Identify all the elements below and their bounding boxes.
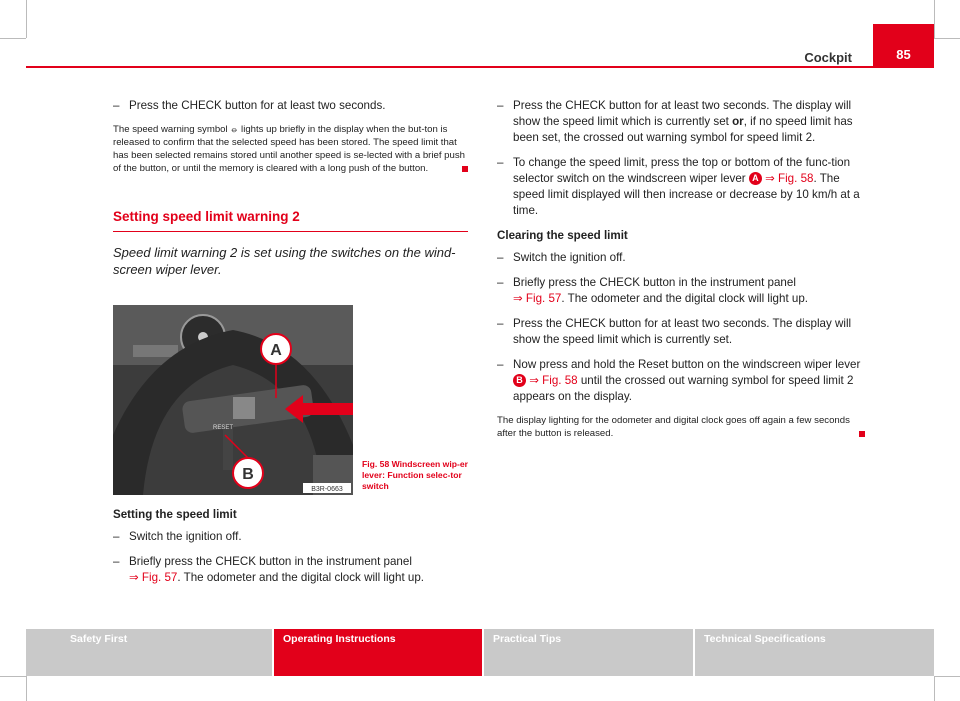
crop-mark (934, 676, 935, 701)
crop-mark (26, 0, 27, 38)
footer-tab-operating-instructions[interactable]: Operating Instructions (274, 629, 482, 676)
figure-ref-link[interactable]: ⇒ Fig. 58 (529, 374, 578, 387)
section-intro: Speed limit warning 2 is set using the switches on the wind-screen wiper lever. (113, 245, 456, 277)
step-item: – Switch the ignition off. (497, 251, 626, 264)
right-column (497, 98, 865, 449)
figure-ref-link[interactable]: ⇒ Fig. 57 (513, 292, 562, 305)
figure-label-b: B (242, 466, 254, 483)
footer-tab-technical-specifications[interactable]: Technical Specifications (695, 629, 934, 676)
wiper-lever-illustration (113, 305, 353, 495)
step-item: – Press the CHECK button for at least two seconds. The display will show the speed limit which is currently set. (497, 317, 852, 346)
page-title: Cockpit (804, 50, 852, 65)
end-mark-icon (859, 431, 865, 437)
left-lower (113, 507, 468, 595)
crop-mark (934, 676, 960, 677)
note-text: The display lighting for the odometer and digital clock goes off again a few seconds after the button is released. (497, 414, 865, 440)
figure-label-a: A (270, 342, 282, 359)
end-mark-icon (462, 166, 468, 172)
step-item: – Briefly press the CHECK button in the instrument panel ⇒ Fig. 57. The odometer and the digital clock will light up. (113, 555, 425, 584)
page-number-box (873, 24, 934, 66)
figure-caption: Fig. 58 Windscreen wip-er lever: Function selec-tor switch (362, 459, 468, 491)
left-column (113, 98, 468, 290)
footer-tab-safety-first[interactable]: Safety First (26, 629, 272, 676)
header-rule (26, 66, 934, 68)
figure-ref-link[interactable]: ⇒ Fig. 57 (129, 571, 178, 584)
callout-badge-b: B (513, 374, 526, 387)
subhead: Clearing the speed limit (497, 229, 628, 242)
note-text: The speed warning symbol ⦵ lights up briefly in the display when the but-ton is released to confirm that the selected speed has been stored. The speed limit that has been selected remains stored until another speed is se-lected with a brief push of the button, or until the memory is cleared with a long push of the button. (113, 123, 468, 175)
step-item: – Briefly press the CHECK button in the instrument panel ⇒ Fig. 57. The odometer and the digital clock will light up. (497, 276, 809, 305)
figure-code: B3R-0663 (311, 486, 343, 493)
callout-badge-a: A (749, 172, 762, 185)
figure-ref-link[interactable]: ⇒ Fig. 58 (765, 172, 814, 185)
wiper-lever-figure (113, 305, 353, 495)
step-item: – Press the CHECK button for at least two seconds. The display will show the speed limit which is currently set or, if no speed limit has been set, the crossed out warning symbol for speed limit 2. (497, 99, 853, 144)
subhead: Setting the speed limit (113, 508, 237, 521)
crop-mark (0, 38, 26, 39)
step-item: – To change the speed limit, press the top or bottom of the func-tion selector switch on the windscreen wiper lever A ⇒ Fig. 58. The speed limit displayed will then increase or decrease by 10 km/h at a time. (497, 156, 860, 217)
crop-mark (934, 38, 960, 39)
crop-mark (26, 676, 27, 701)
step-item: – Switch the ignition off. (113, 530, 242, 543)
step-item: – Now press and hold the Reset button on the windscreen wiper lever B ⇒ Fig. 58 until the crossed out warning symbol for speed limit 2 appears on the display. (497, 358, 861, 403)
crop-mark (0, 676, 26, 677)
step-item: – Press the CHECK button for at least two seconds. (113, 99, 386, 112)
step-text: Switch the ignition off. (129, 530, 242, 543)
crop-mark (934, 0, 935, 38)
figure-stalk-label: RESET (213, 425, 234, 431)
page-number: 85 (896, 47, 911, 62)
step-text: Press the CHECK button for at least two seconds. (129, 99, 386, 112)
section-title: Setting speed limit warning 2 (113, 209, 468, 232)
footer-tab-practical-tips[interactable]: Practical Tips (484, 629, 693, 676)
